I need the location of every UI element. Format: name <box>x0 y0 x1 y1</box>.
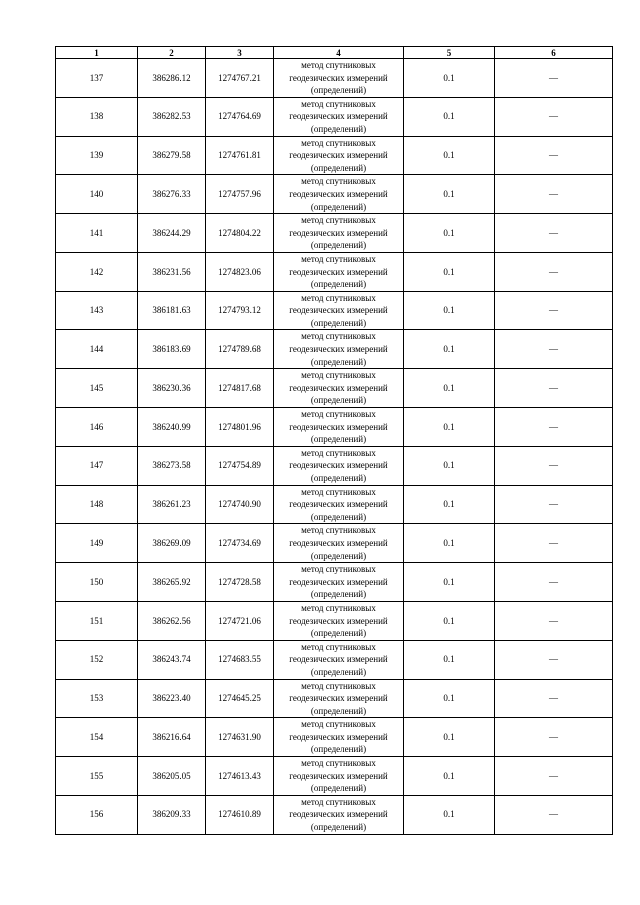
method-text-line: геодезических измерений <box>289 537 388 548</box>
y-coordinate-cell: 1274823.06 <box>206 252 274 291</box>
method-text-line: геодезических измерений <box>289 382 388 393</box>
method-text-line: геодезических измерений <box>289 654 388 665</box>
method-cell <box>274 485 404 524</box>
x-coordinate-cell: 386230.36 <box>138 369 206 408</box>
table-row <box>56 757 613 796</box>
point-number-cell: 154 <box>56 718 138 757</box>
accuracy-cell: 0.1 <box>404 330 495 369</box>
table-body <box>56 59 613 835</box>
y-coordinate-cell: 1274754.89 <box>206 446 274 485</box>
table-row <box>56 214 613 253</box>
table-row <box>56 485 613 524</box>
y-coordinate-cell: 1274764.69 <box>206 97 274 136</box>
accuracy-cell: 0.1 <box>404 485 495 524</box>
table-row <box>56 601 613 640</box>
method-text-line: (определений) <box>310 550 367 561</box>
method-text-line: метод спутниковых <box>301 447 376 458</box>
note-cell: — <box>495 795 613 834</box>
table-header <box>56 47 613 59</box>
method-cell <box>274 369 404 408</box>
method-text-line: геодезических измерений <box>289 615 388 626</box>
y-coordinate-cell: 1274721.06 <box>206 601 274 640</box>
method-cell <box>274 718 404 757</box>
method-text-line: геодезических измерений <box>289 344 388 355</box>
point-number-cell: 151 <box>56 601 138 640</box>
method-text-line: (определений) <box>310 783 367 794</box>
y-coordinate-cell: 1274631.90 <box>206 718 274 757</box>
method-cell <box>274 563 404 602</box>
method-text-line: геодезических измерений <box>289 111 388 122</box>
table-row <box>56 563 613 602</box>
note-cell: — <box>495 524 613 563</box>
accuracy-cell: 0.1 <box>404 640 495 679</box>
accuracy-cell: 0.1 <box>404 214 495 253</box>
point-number-cell: 138 <box>56 97 138 136</box>
method-text-line: метод спутниковых <box>301 409 376 420</box>
x-coordinate-cell: 386181.63 <box>138 291 206 330</box>
y-coordinate-cell: 1274683.55 <box>206 640 274 679</box>
y-coordinate-cell: 1274789.68 <box>206 330 274 369</box>
point-number-cell: 150 <box>56 563 138 602</box>
table-row <box>56 718 613 757</box>
method-text-line: (определений) <box>310 589 367 600</box>
method-text-line: геодезических измерений <box>289 305 388 316</box>
accuracy-cell: 0.1 <box>404 175 495 214</box>
method-text-line: геодезических измерений <box>289 227 388 238</box>
note-cell: — <box>495 563 613 602</box>
x-coordinate-cell: 386262.56 <box>138 601 206 640</box>
accuracy-cell: 0.1 <box>404 757 495 796</box>
note-cell: — <box>495 485 613 524</box>
point-number-cell: 155 <box>56 757 138 796</box>
method-text-line: метод спутниковых <box>301 641 376 652</box>
method-text-line: метод спутниковых <box>301 758 376 769</box>
note-cell: — <box>495 330 613 369</box>
method-cell <box>274 640 404 679</box>
column-header-6: 6 <box>495 47 613 59</box>
point-number-cell: 149 <box>56 524 138 563</box>
method-cell <box>274 408 404 447</box>
point-number-cell: 145 <box>56 369 138 408</box>
method-text-line: геодезических измерений <box>289 576 388 587</box>
point-number-cell: 144 <box>56 330 138 369</box>
point-number-cell: 141 <box>56 214 138 253</box>
point-number-cell: 147 <box>56 446 138 485</box>
table-row <box>56 369 613 408</box>
table-row <box>56 524 613 563</box>
method-text-line: метод спутниковых <box>301 292 376 303</box>
table-row <box>56 97 613 136</box>
y-coordinate-cell: 1274801.96 <box>206 408 274 447</box>
table-row <box>56 795 613 834</box>
method-text-line: (определений) <box>310 317 367 328</box>
method-text-line: геодезических измерений <box>289 460 388 471</box>
method-text-line: (определений) <box>310 279 367 290</box>
method-text-line: метод спутниковых <box>301 215 376 226</box>
method-text-line: метод спутниковых <box>301 719 376 730</box>
method-text-line: (определений) <box>310 744 367 755</box>
method-text-line: (определений) <box>310 240 367 251</box>
note-cell: — <box>495 252 613 291</box>
x-coordinate-cell: 386209.33 <box>138 795 206 834</box>
point-number-cell: 152 <box>56 640 138 679</box>
x-coordinate-cell: 386261.23 <box>138 485 206 524</box>
accuracy-cell: 0.1 <box>404 446 495 485</box>
column-header-5: 5 <box>404 47 495 59</box>
table-row <box>56 175 613 214</box>
point-number-cell: 137 <box>56 59 138 98</box>
point-number-cell: 148 <box>56 485 138 524</box>
accuracy-cell: 0.1 <box>404 291 495 330</box>
note-cell: — <box>495 446 613 485</box>
column-header-1: 1 <box>56 47 138 59</box>
method-text-line: метод спутниковых <box>301 331 376 342</box>
method-cell <box>274 59 404 98</box>
method-text-line: метод спутниковых <box>301 60 376 70</box>
note-cell: — <box>495 175 613 214</box>
method-text-line: метод спутниковых <box>301 98 376 109</box>
point-number-cell: 156 <box>56 795 138 834</box>
y-coordinate-cell: 1274740.90 <box>206 485 274 524</box>
accuracy-cell: 0.1 <box>404 679 495 718</box>
table-row <box>56 446 613 485</box>
x-coordinate-cell: 386282.53 <box>138 97 206 136</box>
y-coordinate-cell: 1274767.21 <box>206 59 274 98</box>
y-coordinate-cell: 1274757.96 <box>206 175 274 214</box>
note-cell: — <box>495 59 613 98</box>
table-row <box>56 59 613 98</box>
method-text-line: метод спутниковых <box>301 370 376 381</box>
table-row <box>56 136 613 175</box>
note-cell: — <box>495 679 613 718</box>
accuracy-cell: 0.1 <box>404 524 495 563</box>
method-text-line: геодезических измерений <box>289 770 388 781</box>
method-cell <box>274 795 404 834</box>
method-text-line: (определений) <box>310 356 367 367</box>
column-header-3: 3 <box>206 47 274 59</box>
method-cell <box>274 291 404 330</box>
method-text-line: (определений) <box>310 511 367 522</box>
note-cell: — <box>495 136 613 175</box>
x-coordinate-cell: 386240.99 <box>138 408 206 447</box>
point-number-cell: 143 <box>56 291 138 330</box>
x-coordinate-cell: 386216.64 <box>138 718 206 757</box>
y-coordinate-cell: 1274761.81 <box>206 136 274 175</box>
accuracy-cell: 0.1 <box>404 408 495 447</box>
x-coordinate-cell: 386265.92 <box>138 563 206 602</box>
point-number-cell: 139 <box>56 136 138 175</box>
table-row <box>56 252 613 291</box>
note-cell: — <box>495 369 613 408</box>
method-cell <box>274 446 404 485</box>
method-text-line: (определений) <box>310 628 367 639</box>
x-coordinate-cell: 386273.58 <box>138 446 206 485</box>
method-cell <box>274 679 404 718</box>
x-coordinate-cell: 386286.12 <box>138 59 206 98</box>
note-cell: — <box>495 291 613 330</box>
method-text-line: метод спутниковых <box>301 486 376 497</box>
x-coordinate-cell: 386269.09 <box>138 524 206 563</box>
method-cell <box>274 214 404 253</box>
method-cell <box>274 252 404 291</box>
y-coordinate-cell: 1274804.22 <box>206 214 274 253</box>
method-text-line: (определений) <box>310 162 367 173</box>
header-row <box>56 47 613 59</box>
table-row <box>56 291 613 330</box>
method-text-line: геодезических измерений <box>289 693 388 704</box>
y-coordinate-cell: 1274613.43 <box>206 757 274 796</box>
method-text-line: метод спутниковых <box>301 525 376 536</box>
method-text-line: геодезических измерений <box>289 188 388 199</box>
note-cell: — <box>495 718 613 757</box>
method-text-line: геодезических измерений <box>289 731 388 742</box>
y-coordinate-cell: 1274728.58 <box>206 563 274 602</box>
method-cell <box>274 330 404 369</box>
method-text-line: метод спутниковых <box>301 564 376 575</box>
note-cell: — <box>495 601 613 640</box>
y-coordinate-cell: 1274645.25 <box>206 679 274 718</box>
accuracy-cell: 0.1 <box>404 252 495 291</box>
x-coordinate-cell: 386279.58 <box>138 136 206 175</box>
note-cell: — <box>495 408 613 447</box>
column-header-2: 2 <box>138 47 206 59</box>
accuracy-cell: 0.1 <box>404 369 495 408</box>
accuracy-cell: 0.1 <box>404 59 495 98</box>
method-text-line: (определений) <box>310 705 367 716</box>
x-coordinate-cell: 386231.56 <box>138 252 206 291</box>
method-cell <box>274 97 404 136</box>
method-text-line: геодезических измерений <box>289 72 388 83</box>
method-text-line: метод спутниковых <box>301 137 376 148</box>
y-coordinate-cell: 1274793.12 <box>206 291 274 330</box>
method-text-line: (определений) <box>310 434 367 445</box>
x-coordinate-cell: 386276.33 <box>138 175 206 214</box>
accuracy-cell: 0.1 <box>404 795 495 834</box>
point-number-cell: 146 <box>56 408 138 447</box>
method-cell <box>274 136 404 175</box>
method-text-line: геодезических измерений <box>289 266 388 277</box>
y-coordinate-cell: 1274817.68 <box>206 369 274 408</box>
method-text-line: геодезических измерений <box>289 150 388 161</box>
table-row <box>56 640 613 679</box>
note-cell: — <box>495 757 613 796</box>
x-coordinate-cell: 386183.69 <box>138 330 206 369</box>
table-row <box>56 330 613 369</box>
method-text-line: (определений) <box>310 201 367 212</box>
accuracy-cell: 0.1 <box>404 718 495 757</box>
method-text-line: метод спутниковых <box>301 680 376 691</box>
accuracy-cell: 0.1 <box>404 563 495 602</box>
method-text-line: метод спутниковых <box>301 253 376 264</box>
method-text-line: метод спутниковых <box>301 796 376 807</box>
method-text-line: (определений) <box>310 666 367 677</box>
table-row <box>56 408 613 447</box>
method-text-line: (определений) <box>310 85 367 96</box>
method-text-line: (определений) <box>310 123 367 134</box>
method-cell <box>274 524 404 563</box>
x-coordinate-cell: 386205.05 <box>138 757 206 796</box>
point-number-cell: 142 <box>56 252 138 291</box>
note-cell: — <box>495 97 613 136</box>
y-coordinate-cell: 1274734.69 <box>206 524 274 563</box>
column-header-4: 4 <box>274 47 404 59</box>
method-text-line: (определений) <box>310 822 367 833</box>
method-text-line: метод спутниковых <box>301 176 376 187</box>
x-coordinate-cell: 386223.40 <box>138 679 206 718</box>
x-coordinate-cell: 386243.74 <box>138 640 206 679</box>
method-text-line: (определений) <box>310 395 367 406</box>
method-text-line: метод спутниковых <box>301 602 376 613</box>
method-text-line: геодезических измерений <box>289 809 388 820</box>
method-cell <box>274 757 404 796</box>
method-text-line: (определений) <box>310 473 367 483</box>
coordinates-table <box>55 46 613 835</box>
method-text-line: геодезических измерений <box>289 421 388 432</box>
method-cell <box>274 175 404 214</box>
y-coordinate-cell: 1274610.89 <box>206 795 274 834</box>
note-cell: — <box>495 214 613 253</box>
accuracy-cell: 0.1 <box>404 136 495 175</box>
point-number-cell: 153 <box>56 679 138 718</box>
accuracy-cell: 0.1 <box>404 601 495 640</box>
method-cell <box>274 601 404 640</box>
accuracy-cell: 0.1 <box>404 97 495 136</box>
note-cell: — <box>495 640 613 679</box>
method-text-line: геодезических измерений <box>289 499 388 510</box>
x-coordinate-cell: 386244.29 <box>138 214 206 253</box>
point-number-cell: 140 <box>56 175 138 214</box>
table-row <box>56 679 613 718</box>
